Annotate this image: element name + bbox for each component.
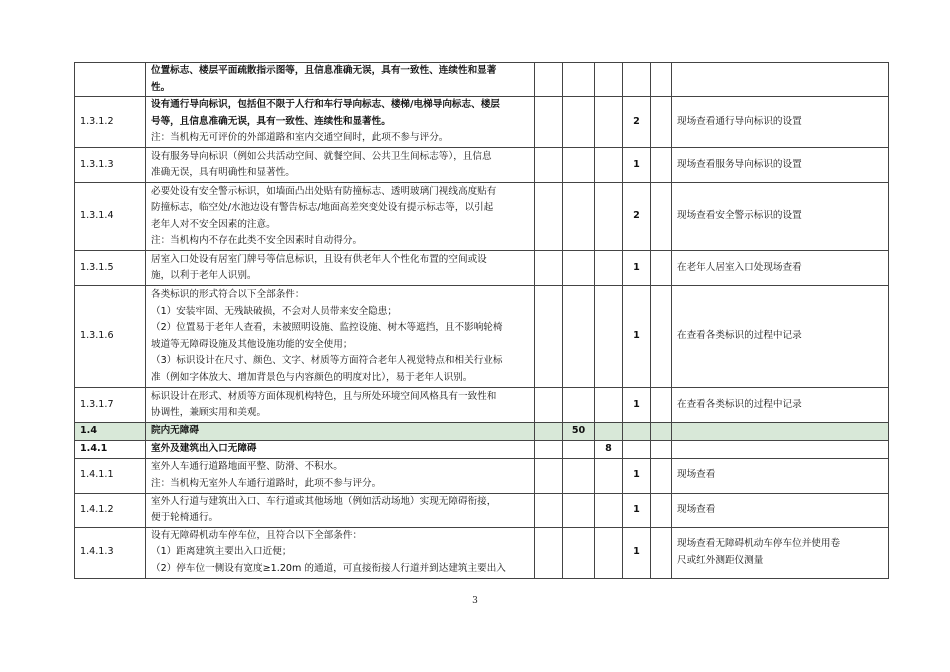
item-score: 1 (623, 458, 651, 493)
assessment-method: 现场查看安全警示标识的设置 (672, 183, 889, 251)
table-row (75, 527, 889, 578)
item-code: 1.3.1.2 (75, 97, 146, 148)
item-code: 1.4.1.2 (75, 493, 146, 527)
item-score: 1 (623, 251, 651, 286)
item-score: 1 (623, 286, 651, 388)
subsection-row (75, 441, 889, 459)
assessment-method: 在查看各类标识的过程中记录 (672, 286, 889, 388)
assessment-method: 现场查看通行导向标识的设置 (672, 97, 889, 148)
assessment-method: 现场查看服务导向标识的设置 (672, 148, 889, 183)
section-row (75, 423, 889, 441)
item-code: 1.3.1.7 (75, 388, 146, 423)
item-score: 1 (623, 527, 651, 578)
item-score: 1 (623, 493, 651, 527)
item-description: 室外人行道与建筑出入口、车行道或其他场地（例如活动场地）实现无障碍衔接， 便于轮椅通行。 (146, 493, 535, 527)
section-code: 1.4 (75, 423, 146, 441)
subsection-score: 8 (595, 441, 623, 459)
section-score: 50 (563, 423, 595, 441)
item-code: 1.3.1.4 (75, 183, 146, 251)
item-code: 1.4.1.1 (75, 458, 146, 493)
item-description: 设有无障碍机动车停车位，且符合以下全部条件： （1）距离建筑主要出入口近便； （2）停车位一侧设有宽度≥1.20m 的通道，可直接衔接人行道并到达建筑主要出入 (146, 527, 535, 578)
assessment-method: 在老年人居室入口处现场查看 (672, 251, 889, 286)
assessment-method: 现场查看 (672, 458, 889, 493)
item-description: 标识设计在形式、材质等方面体现机构特色，且与所处环境空间风格具有一致性和 协调性，兼顾实用和美观。 (146, 388, 535, 423)
section-title: 院内无障碍 (146, 423, 535, 441)
table-row (75, 183, 889, 251)
item-code: 1.3.1.5 (75, 251, 146, 286)
table-row (75, 388, 889, 423)
item-score: 1 (623, 148, 651, 183)
table-row (75, 251, 889, 286)
item-description: 设有通行导向标识，包括但不限于人行和车行导向标志、楼梯/电梯导向标志、楼层 号等，且信息准确无误，具有一致性、连续性和显著性。 注：当机构无可评价的外部道路和室内交通空间时，此项不参与评分。 (146, 97, 535, 148)
item-description: 位置标志、楼层平面疏散指示图等，且信息准确无误，具有一致性、连续性和显著 性。 (146, 63, 535, 97)
subsection-code: 1.4.1 (75, 441, 146, 459)
subsection-title: 室外及建筑出入口无障碍 (146, 441, 535, 459)
item-score: 1 (623, 388, 651, 423)
table-row (75, 286, 889, 388)
assessment-method: 现场查看 (672, 493, 889, 527)
table-row (75, 148, 889, 183)
item-description: 设有服务导向标识（例如公共活动空间、就餐空间、公共卫生间标志等），且信息 准确无误，具有明确性和显著性。 (146, 148, 535, 183)
item-code: 1.4.1.3 (75, 527, 146, 578)
assessment-method: 在查看各类标识的过程中记录 (672, 388, 889, 423)
item-description: 居室入口处设有居室门牌号等信息标识，且设有供老年人个性化布置的空间或设 施，以利于老年人识别。 (146, 251, 535, 286)
item-code (75, 63, 146, 97)
item-description: 必要处设有安全警示标识，如墙面凸出处贴有防撞标志、透明玻璃门视线高度贴有 防撞标志，临空处/水池边设有警告标志/地面高差突变处设有提示标志等，以引起 老年人对不安全因素的注意。 注：当机构内不存在此类不安全因素时自动得分。 (146, 183, 535, 251)
page-number: 3 (472, 596, 478, 606)
item-description: 室外人车通行道路地面平整、防滑、不积水。 注：当机构无室外人车通行道路时，此项不参与评分。 (146, 458, 535, 493)
item-score: 2 (623, 183, 651, 251)
item-description: 各类标识的形式符合以下全部条件： （1）安装牢固、无残缺破损，不会对人员带来安全隐患； （2）位置易于老年人查看，未被照明设施、监控设施、树木等遮挡，且不影响轮椅 坡道等无障碍设施及其他设施功能的安全使用； （3）标识设计在尺寸、颜色、文字、材质等方面符合老年人视觉特点和相关行业标 准（例如字体放大、增加背景色与内容颜色的明度对比），易于老年人识别。 (146, 286, 535, 388)
item-code: 1.3.1.6 (75, 286, 146, 388)
table-row (75, 493, 889, 527)
item-code: 1.3.1.3 (75, 148, 146, 183)
evaluation-table (74, 62, 889, 579)
assessment-method: 现场查看无障碍机动车停车位并使用卷 尺或红外测距仪测量 (672, 527, 889, 578)
table-row (75, 458, 889, 493)
table-row (75, 97, 889, 148)
item-score: 2 (623, 97, 651, 148)
table-row (75, 63, 889, 97)
